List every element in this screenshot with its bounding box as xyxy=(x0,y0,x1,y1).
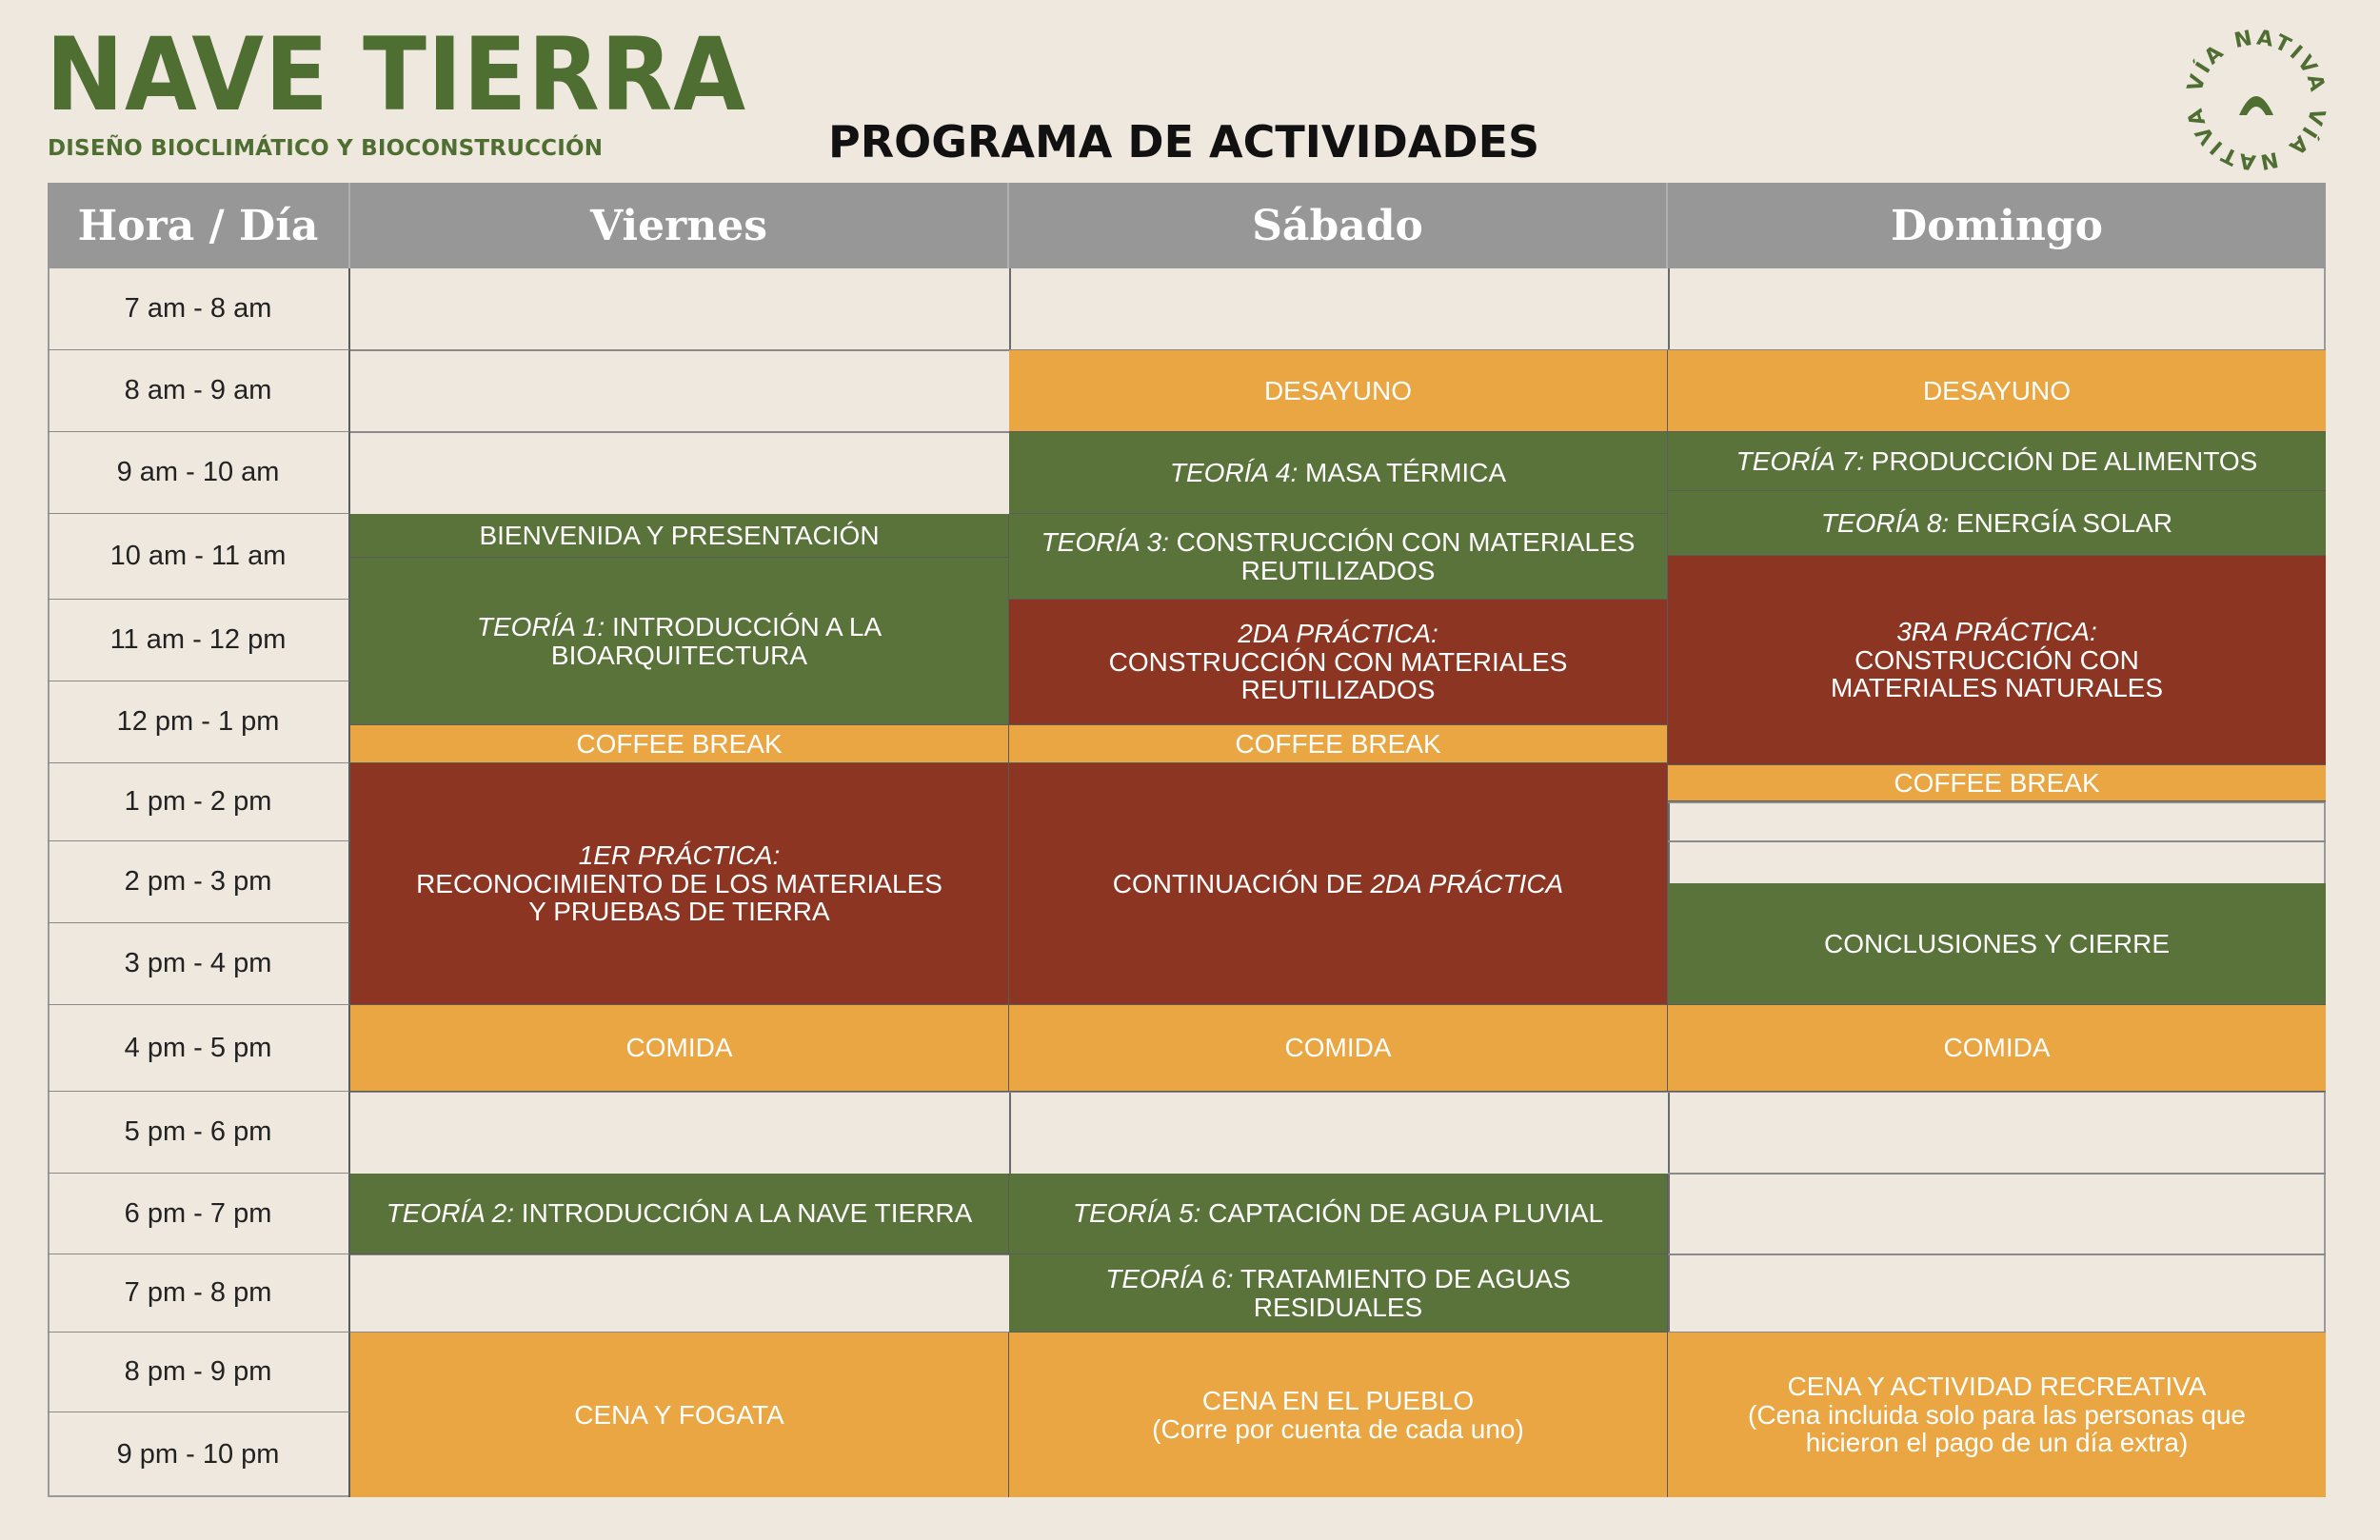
event-teoria-2 xyxy=(350,1174,1009,1254)
event-prefix: TEORÍA 4: xyxy=(1169,457,1299,487)
event-text: REUTILIZADOS xyxy=(1240,555,1436,585)
event-prefix: TEORÍA 5: xyxy=(1072,1198,1201,1229)
document-title: PROGRAMA DE ACTIVIDADES xyxy=(828,116,1540,168)
event-text: MATERIALES NATURALES xyxy=(1830,673,2164,703)
event-text: CENA Y FOGATA xyxy=(574,1399,784,1430)
event-teoria-5 xyxy=(1009,1174,1668,1254)
event-cena xyxy=(1668,1333,2326,1497)
via-nativa-logo xyxy=(2180,24,2332,176)
event-teoria-3 xyxy=(1009,514,1668,600)
logo-ring-text-2: VÍA NATIVA xyxy=(2183,103,2330,174)
event-text: PRODUCCIÓN DE ALIMENTOS xyxy=(1871,445,2258,476)
header-viernes: Viernes xyxy=(350,183,1009,268)
row-divider xyxy=(1668,840,2326,842)
time-slot: 2 pm - 3 pm xyxy=(48,841,350,923)
event-prefix: TEORÍA 8: xyxy=(1820,507,1950,538)
event-text: COFFEE BREAK xyxy=(1894,767,2100,798)
event-coffee-break xyxy=(1009,725,1668,763)
event-teoria-7 xyxy=(1668,432,2326,491)
event-text: hicieron el pago de un día extra) xyxy=(1805,1428,2189,1458)
event-continuacion xyxy=(1009,763,1668,1005)
event-bienvenida xyxy=(350,514,1009,558)
svg-text:VÍA NATIVA xyxy=(2183,104,2330,174)
event-conclusiones xyxy=(1668,883,2326,1005)
event-text: INTRODUCCIÓN A LA xyxy=(611,612,883,642)
time-slot: 9 pm - 10 pm xyxy=(48,1412,350,1497)
event-teoria-6 xyxy=(1009,1254,1668,1333)
time-slot: 3 pm - 4 pm xyxy=(48,923,350,1005)
time-slot: 5 pm - 6 pm xyxy=(48,1092,350,1174)
event-text: ENERGÍA SOLAR xyxy=(1955,507,2173,538)
time-slot: 8 pm - 9 pm xyxy=(48,1333,350,1412)
event-text: CAPTACIÓN DE AGUA PLUVIAL xyxy=(1208,1198,1604,1229)
time-slot: 1 pm - 2 pm xyxy=(48,763,350,841)
event-text: DESAYUNO xyxy=(1263,375,1413,405)
event-text: COFFEE BREAK xyxy=(576,728,783,759)
event-coffee-break xyxy=(1668,765,2326,801)
brand-title: NAVE TIERRA xyxy=(46,16,747,134)
time-slot: 10 am - 11 am xyxy=(48,514,350,600)
event-prefix: 1ER PRÁCTICA: xyxy=(578,840,781,871)
event-teoria-8 xyxy=(1668,491,2326,556)
event-text: CENA EN EL PUEBLO xyxy=(1201,1386,1475,1416)
event-text: TRATAMIENTO DE AGUAS RESIDUALES xyxy=(1240,1264,1571,1322)
brand-subtitle: DISEÑO BIOCLIMÁTICO Y BIOCONSTRUCCIÓN xyxy=(48,136,604,161)
event-text: COMIDA xyxy=(1284,1033,1392,1063)
event-prefix: TEORÍA 3: xyxy=(1041,527,1169,558)
event-prefix: TEORÍA 2: xyxy=(386,1198,515,1229)
row-divider xyxy=(1668,801,2326,803)
event-practica-3 xyxy=(1668,556,2326,765)
event-practica-1 xyxy=(350,763,1009,1005)
event-comida xyxy=(1668,1005,2326,1092)
event-desayuno xyxy=(1009,350,1668,432)
time-slot: 9 am - 10 am xyxy=(48,432,350,514)
event-text: BIOARQUITECTURA xyxy=(550,640,808,670)
event-text: (Cena incluida solo para las personas que xyxy=(1748,1399,2246,1430)
event-prefix: TEORÍA 1: xyxy=(476,612,605,642)
time-slot: 6 pm - 7 pm xyxy=(48,1174,350,1254)
time-slot: 11 am - 12 pm xyxy=(48,600,350,681)
row-divider xyxy=(1668,1254,2326,1255)
event-text: BIENVENIDA Y PRESENTACIÓN xyxy=(479,520,880,550)
event-teoria-4 xyxy=(1009,432,1668,514)
event-cena xyxy=(1009,1333,1668,1497)
event-prefix: TEORÍA 7: xyxy=(1735,445,1864,476)
event-text: CONSTRUCCIÓN CON xyxy=(1854,644,2139,675)
event-practica-2 xyxy=(1009,600,1668,725)
event-desayuno xyxy=(1668,350,2326,432)
svg-text:VÍA NATIVA xyxy=(2183,26,2330,96)
event-text: CONSTRUCCIÓN CON MATERIALES xyxy=(1176,527,1636,558)
event-cena xyxy=(350,1333,1009,1497)
arch-icon xyxy=(2239,96,2273,115)
event-text: REUTILIZADOS xyxy=(1240,675,1436,705)
time-slot: 7 pm - 8 pm xyxy=(48,1254,350,1333)
event-text: INTRODUCCIÓN A LA NAVE TIERRA xyxy=(521,1198,973,1229)
event-text: CONCLUSIONES Y CIERRE xyxy=(1823,928,2171,958)
time-slot: 12 pm - 1 pm xyxy=(48,681,350,763)
header-domingo: Domingo xyxy=(1668,183,2326,268)
header-sabado: Sábado xyxy=(1009,183,1668,268)
row-divider xyxy=(350,431,1009,433)
event-suffix: 2DA PRÁCTICA xyxy=(1370,868,1564,898)
event-comida xyxy=(1009,1005,1668,1092)
event-text: CENA Y ACTIVIDAD RECREATIVA xyxy=(1787,1372,2207,1402)
logo-ring-text: VÍA NATIVA xyxy=(2183,26,2330,97)
event-text: Y PRUEBAS DE TIERRA xyxy=(528,897,830,927)
event-text: COMIDA xyxy=(1943,1033,2051,1063)
event-text: COMIDA xyxy=(625,1033,733,1063)
event-text: MASA TÉRMICA xyxy=(1305,457,1507,487)
event-text: RECONOCIMIENTO DE LOS MATERIALES xyxy=(416,868,942,898)
row-divider xyxy=(1668,1173,2326,1175)
event-text: CONSTRUCCIÓN CON MATERIALES xyxy=(1108,646,1568,677)
event-teoria-1 xyxy=(350,558,1009,725)
time-slot: 4 pm - 5 pm xyxy=(48,1005,350,1092)
time-slot: 8 am - 9 am xyxy=(48,350,350,432)
event-text: CONTINUACIÓN DE xyxy=(1112,868,1363,898)
header-hora-dia: Hora / Día xyxy=(48,183,350,268)
event-comida xyxy=(350,1005,1009,1092)
time-slot: 7 am - 8 am xyxy=(48,268,350,350)
event-text: COFFEE BREAK xyxy=(1235,728,1441,759)
event-coffee-break xyxy=(350,725,1009,763)
event-text: (Corre por cuenta de cada uno) xyxy=(1152,1413,1524,1444)
event-prefix: 3RA PRÁCTICA: xyxy=(1896,617,2097,647)
event-text: DESAYUNO xyxy=(1922,375,2072,405)
event-prefix: 2DA PRÁCTICA: xyxy=(1238,619,1438,649)
event-prefix: TEORÍA 6: xyxy=(1105,1264,1234,1294)
